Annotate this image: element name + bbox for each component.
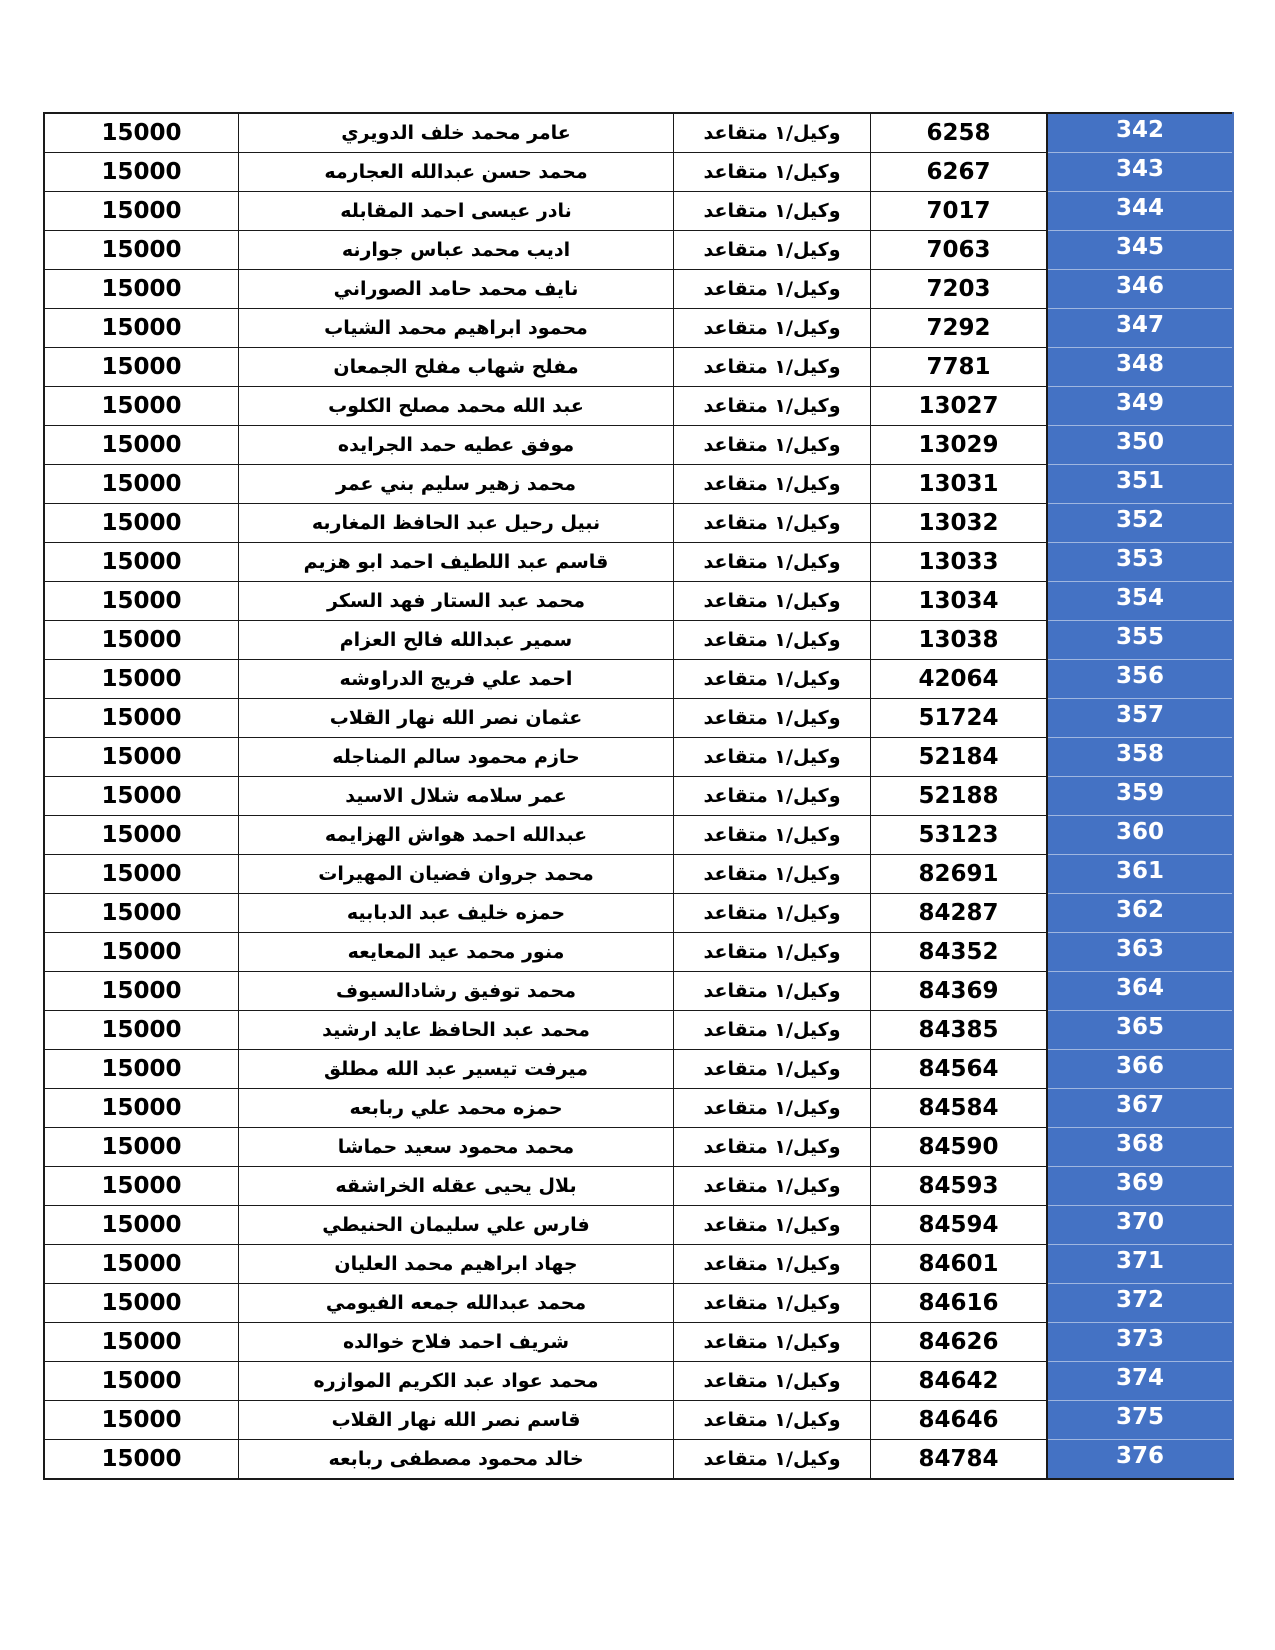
- role-cell: وكيل/١ متقاعد: [674, 387, 871, 426]
- amount-cell: 15000: [44, 933, 239, 972]
- name-cell: محمود ابراهيم محمد الشياب: [239, 309, 674, 348]
- amount-cell: 15000: [44, 270, 239, 309]
- table-row: [44, 270, 1233, 309]
- id-number-cell: 84593: [871, 1167, 1048, 1206]
- name-cell: حمزه خليف عبد الدبابيه: [239, 894, 674, 933]
- role-cell: وكيل/١ متقاعد: [674, 192, 871, 231]
- sequence-cell: 356: [1047, 660, 1233, 699]
- name-cell: نبيل رحيل عبد الحافظ المغاربه: [239, 504, 674, 543]
- name-cell: احمد علي فريج الدراوشه: [239, 660, 674, 699]
- sequence-cell: 342: [1047, 113, 1233, 153]
- table-row: [44, 504, 1233, 543]
- id-number-cell: 84642: [871, 1362, 1048, 1401]
- table-row: [44, 816, 1233, 855]
- table-row: [44, 1167, 1233, 1206]
- id-number-cell: 6267: [871, 153, 1048, 192]
- table-row: [44, 738, 1233, 777]
- table-row: [44, 855, 1233, 894]
- sequence-cell: 355: [1047, 621, 1233, 660]
- table-row: [44, 933, 1233, 972]
- name-cell: موفق عطيه حمد الجرايده: [239, 426, 674, 465]
- role-cell: وكيل/١ متقاعد: [674, 933, 871, 972]
- table-row: [44, 894, 1233, 933]
- table-row: [44, 1323, 1233, 1362]
- amount-cell: 15000: [44, 1011, 239, 1050]
- role-cell: وكيل/١ متقاعد: [674, 738, 871, 777]
- sequence-cell: 353: [1047, 543, 1233, 582]
- sequence-cell: 363: [1047, 933, 1233, 972]
- amount-cell: 15000: [44, 426, 239, 465]
- role-cell: وكيل/١ متقاعد: [674, 1011, 871, 1050]
- sequence-cell: 370: [1047, 1206, 1233, 1245]
- role-cell: وكيل/١ متقاعد: [674, 777, 871, 816]
- beneficiaries-table: [43, 112, 1234, 1480]
- sequence-cell: 367: [1047, 1089, 1233, 1128]
- amount-cell: 15000: [44, 621, 239, 660]
- id-number-cell: 13034: [871, 582, 1048, 621]
- table-row: [44, 348, 1233, 387]
- sequence-cell: 346: [1047, 270, 1233, 309]
- role-cell: وكيل/١ متقاعد: [674, 972, 871, 1011]
- id-number-cell: 84584: [871, 1089, 1048, 1128]
- id-number-cell: 13029: [871, 426, 1048, 465]
- role-cell: وكيل/١ متقاعد: [674, 113, 871, 153]
- role-cell: وكيل/١ متقاعد: [674, 231, 871, 270]
- name-cell: محمد جروان فضيان المهيرات: [239, 855, 674, 894]
- role-cell: وكيل/١ متقاعد: [674, 153, 871, 192]
- name-cell: محمد محمود سعيد حماشا: [239, 1128, 674, 1167]
- table-row: [44, 387, 1233, 426]
- id-number-cell: 84601: [871, 1245, 1048, 1284]
- name-cell: عمر سلامه شلال الاسيد: [239, 777, 674, 816]
- role-cell: وكيل/١ متقاعد: [674, 855, 871, 894]
- name-cell: جهاد ابراهيم محمد العليان: [239, 1245, 674, 1284]
- table-row: [44, 660, 1233, 699]
- sequence-cell: 350: [1047, 426, 1233, 465]
- id-number-cell: 84646: [871, 1401, 1048, 1440]
- role-cell: وكيل/١ متقاعد: [674, 699, 871, 738]
- name-cell: عامر محمد خلف الدويري: [239, 113, 674, 153]
- role-cell: وكيل/١ متقاعد: [674, 426, 871, 465]
- role-cell: وكيل/١ متقاعد: [674, 582, 871, 621]
- id-number-cell: 84590: [871, 1128, 1048, 1167]
- id-number-cell: 13038: [871, 621, 1048, 660]
- role-cell: وكيل/١ متقاعد: [674, 504, 871, 543]
- sequence-cell: 343: [1047, 153, 1233, 192]
- name-cell: قاسم نصر الله نهار القلاب: [239, 1401, 674, 1440]
- amount-cell: 15000: [44, 816, 239, 855]
- sequence-cell: 374: [1047, 1362, 1233, 1401]
- table-body: [44, 113, 1233, 1479]
- name-cell: محمد توفيق رشادالسيوف: [239, 972, 674, 1011]
- role-cell: وكيل/١ متقاعد: [674, 660, 871, 699]
- amount-cell: 15000: [44, 113, 239, 153]
- table-row: [44, 309, 1233, 348]
- amount-cell: 15000: [44, 972, 239, 1011]
- role-cell: وكيل/١ متقاعد: [674, 894, 871, 933]
- table-row: [44, 1089, 1233, 1128]
- amount-cell: 15000: [44, 192, 239, 231]
- id-number-cell: 6258: [871, 113, 1048, 153]
- role-cell: وكيل/١ متقاعد: [674, 621, 871, 660]
- amount-cell: 15000: [44, 231, 239, 270]
- name-cell: فارس علي سليمان الحنيطي: [239, 1206, 674, 1245]
- sequence-cell: 347: [1047, 309, 1233, 348]
- table-row: [44, 1401, 1233, 1440]
- name-cell: محمد عبدالله جمعه الفيومي: [239, 1284, 674, 1323]
- table-row: [44, 231, 1233, 270]
- table-row: [44, 153, 1233, 192]
- id-number-cell: 51724: [871, 699, 1048, 738]
- id-number-cell: 42064: [871, 660, 1048, 699]
- id-number-cell: 84594: [871, 1206, 1048, 1245]
- sequence-cell: 375: [1047, 1401, 1233, 1440]
- amount-cell: 15000: [44, 777, 239, 816]
- sequence-cell: 362: [1047, 894, 1233, 933]
- name-cell: حمزه محمد علي ربابعه: [239, 1089, 674, 1128]
- name-cell: قاسم عبد اللطيف احمد ابو هزيم: [239, 543, 674, 582]
- sequence-cell: 352: [1047, 504, 1233, 543]
- sequence-cell: 369: [1047, 1167, 1233, 1206]
- name-cell: نادر عيسى احمد المقابله: [239, 192, 674, 231]
- role-cell: وكيل/١ متقاعد: [674, 309, 871, 348]
- table-row: [44, 192, 1233, 231]
- role-cell: وكيل/١ متقاعد: [674, 1401, 871, 1440]
- sequence-cell: 358: [1047, 738, 1233, 777]
- role-cell: وكيل/١ متقاعد: [674, 1245, 871, 1284]
- name-cell: سمير عبدالله فالح العزام: [239, 621, 674, 660]
- sequence-cell: 359: [1047, 777, 1233, 816]
- id-number-cell: 7017: [871, 192, 1048, 231]
- sequence-cell: 360: [1047, 816, 1233, 855]
- table-row: [44, 1011, 1233, 1050]
- name-cell: عبدالله احمد هواش الهزايمه: [239, 816, 674, 855]
- role-cell: وكيل/١ متقاعد: [674, 1128, 871, 1167]
- sequence-cell: 366: [1047, 1050, 1233, 1089]
- name-cell: محمد عبد الحافظ عايد ارشيد: [239, 1011, 674, 1050]
- name-cell: منور محمد عيد المعايعه: [239, 933, 674, 972]
- role-cell: وكيل/١ متقاعد: [674, 465, 871, 504]
- amount-cell: 15000: [44, 1323, 239, 1362]
- table-row: [44, 582, 1233, 621]
- table-row: [44, 543, 1233, 582]
- amount-cell: 15000: [44, 387, 239, 426]
- sequence-cell: 354: [1047, 582, 1233, 621]
- sequence-cell: 373: [1047, 1323, 1233, 1362]
- id-number-cell: 13032: [871, 504, 1048, 543]
- table-row: [44, 699, 1233, 738]
- table-row: [44, 113, 1233, 153]
- id-number-cell: 82691: [871, 855, 1048, 894]
- id-number-cell: 7781: [871, 348, 1048, 387]
- name-cell: محمد حسن عبدالله العجارمه: [239, 153, 674, 192]
- id-number-cell: 52188: [871, 777, 1048, 816]
- table-row: [44, 1440, 1233, 1480]
- amount-cell: 15000: [44, 582, 239, 621]
- amount-cell: 15000: [44, 738, 239, 777]
- amount-cell: 15000: [44, 699, 239, 738]
- amount-cell: 15000: [44, 153, 239, 192]
- id-number-cell: 13031: [871, 465, 1048, 504]
- name-cell: نايف محمد حامد الصوراني: [239, 270, 674, 309]
- name-cell: مفلح شهاب مفلح الجمعان: [239, 348, 674, 387]
- name-cell: محمد زهير سليم بني عمر: [239, 465, 674, 504]
- id-number-cell: 13027: [871, 387, 1048, 426]
- sequence-cell: 349: [1047, 387, 1233, 426]
- amount-cell: 15000: [44, 1050, 239, 1089]
- id-number-cell: 7063: [871, 231, 1048, 270]
- amount-cell: 15000: [44, 309, 239, 348]
- amount-cell: 15000: [44, 660, 239, 699]
- role-cell: وكيل/١ متقاعد: [674, 1089, 871, 1128]
- role-cell: وكيل/١ متقاعد: [674, 348, 871, 387]
- sequence-cell: 345: [1047, 231, 1233, 270]
- sequence-cell: 371: [1047, 1245, 1233, 1284]
- amount-cell: 15000: [44, 504, 239, 543]
- role-cell: وكيل/١ متقاعد: [674, 1284, 871, 1323]
- id-number-cell: 84784: [871, 1440, 1048, 1480]
- table-row: [44, 1128, 1233, 1167]
- sequence-cell: 372: [1047, 1284, 1233, 1323]
- name-cell: حازم محمود سالم المناجله: [239, 738, 674, 777]
- amount-cell: 15000: [44, 465, 239, 504]
- role-cell: وكيل/١ متقاعد: [674, 1440, 871, 1480]
- id-number-cell: 52184: [871, 738, 1048, 777]
- table-row: [44, 777, 1233, 816]
- sequence-cell: 364: [1047, 972, 1233, 1011]
- table-row: [44, 426, 1233, 465]
- name-cell: بلال يحيى عقله الخراشقه: [239, 1167, 674, 1206]
- id-number-cell: 7292: [871, 309, 1048, 348]
- amount-cell: 15000: [44, 1245, 239, 1284]
- table-row: [44, 1050, 1233, 1089]
- table-row: [44, 1362, 1233, 1401]
- sequence-cell: 361: [1047, 855, 1233, 894]
- id-number-cell: 84369: [871, 972, 1048, 1011]
- table-row: [44, 972, 1233, 1011]
- amount-cell: 15000: [44, 1401, 239, 1440]
- sequence-cell: 368: [1047, 1128, 1233, 1167]
- name-cell: عبد الله محمد مصلح الكلوب: [239, 387, 674, 426]
- id-number-cell: 84564: [871, 1050, 1048, 1089]
- sequence-cell: 376: [1047, 1440, 1233, 1480]
- name-cell: ميرفت تيسير عبد الله مطلق: [239, 1050, 674, 1089]
- id-number-cell: 84385: [871, 1011, 1048, 1050]
- amount-cell: 15000: [44, 543, 239, 582]
- role-cell: وكيل/١ متقاعد: [674, 1323, 871, 1362]
- role-cell: وكيل/١ متقاعد: [674, 1206, 871, 1245]
- sequence-cell: 365: [1047, 1011, 1233, 1050]
- sequence-cell: 357: [1047, 699, 1233, 738]
- amount-cell: 15000: [44, 1362, 239, 1401]
- amount-cell: 15000: [44, 348, 239, 387]
- name-cell: اديب محمد عباس جوارنه: [239, 231, 674, 270]
- amount-cell: 15000: [44, 1284, 239, 1323]
- table-row: [44, 1245, 1233, 1284]
- amount-cell: 15000: [44, 1440, 239, 1480]
- name-cell: عثمان نصر الله نهار القلاب: [239, 699, 674, 738]
- sequence-cell: 351: [1047, 465, 1233, 504]
- table-row: [44, 1206, 1233, 1245]
- amount-cell: 15000: [44, 1167, 239, 1206]
- role-cell: وكيل/١ متقاعد: [674, 816, 871, 855]
- name-cell: شريف احمد فلاح خوالده: [239, 1323, 674, 1362]
- name-cell: محمد عبد الستار فهد السكر: [239, 582, 674, 621]
- id-number-cell: 84616: [871, 1284, 1048, 1323]
- amount-cell: 15000: [44, 1206, 239, 1245]
- name-cell: محمد عواد عبد الكريم الموازره: [239, 1362, 674, 1401]
- role-cell: وكيل/١ متقاعد: [674, 543, 871, 582]
- sequence-cell: 344: [1047, 192, 1233, 231]
- table-row: [44, 465, 1233, 504]
- role-cell: وكيل/١ متقاعد: [674, 270, 871, 309]
- amount-cell: 15000: [44, 1128, 239, 1167]
- id-number-cell: 84352: [871, 933, 1048, 972]
- id-number-cell: 84626: [871, 1323, 1048, 1362]
- amount-cell: 15000: [44, 855, 239, 894]
- role-cell: وكيل/١ متقاعد: [674, 1167, 871, 1206]
- table-row: [44, 1284, 1233, 1323]
- id-number-cell: 7203: [871, 270, 1048, 309]
- sequence-cell: 348: [1047, 348, 1233, 387]
- role-cell: وكيل/١ متقاعد: [674, 1050, 871, 1089]
- amount-cell: 15000: [44, 1089, 239, 1128]
- id-number-cell: 13033: [871, 543, 1048, 582]
- id-number-cell: 84287: [871, 894, 1048, 933]
- role-cell: وكيل/١ متقاعد: [674, 1362, 871, 1401]
- table-row: [44, 621, 1233, 660]
- amount-cell: 15000: [44, 894, 239, 933]
- id-number-cell: 53123: [871, 816, 1048, 855]
- name-cell: خالد محمود مصطفى ربابعه: [239, 1440, 674, 1480]
